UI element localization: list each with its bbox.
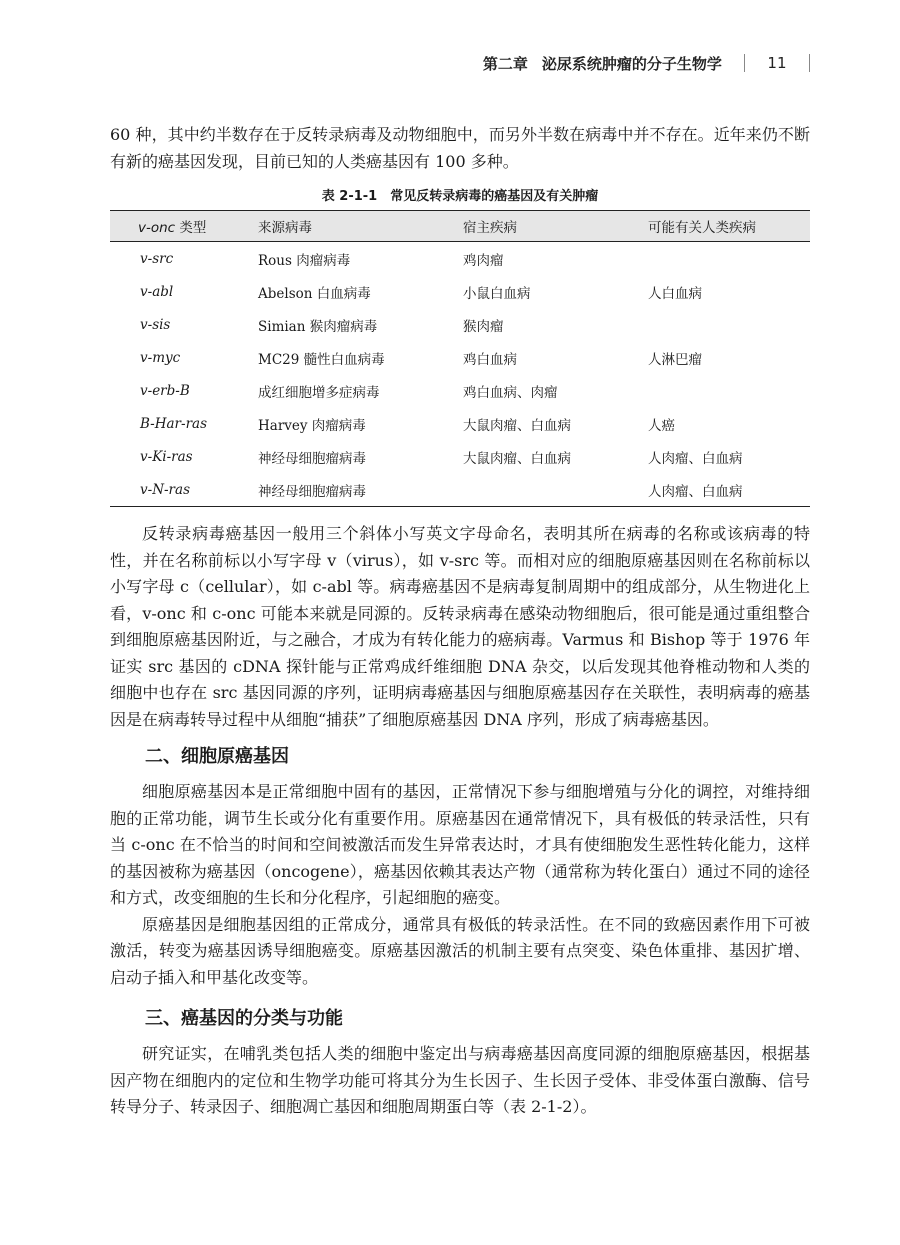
cell-vonc-type: v-Ki-ras bbox=[140, 449, 193, 465]
header-host-disease: 宿主疾病 bbox=[463, 211, 648, 242]
cell-source-virus: 神经母细胞瘤病毒 bbox=[258, 451, 366, 467]
paragraph-classification: 研究证实，在哺乳类包括人类的细胞中鉴定出与病毒癌基因高度同源的细胞原癌基因，根据基因产物在细胞内的定位和生物学功能可将其分为生长因子、生长因子受体、非受体蛋白激酶、信号转导分子、转录因子、细胞凋亡基因和细胞周期蛋白等（表 2-1-2）。 bbox=[110, 1044, 810, 1116]
page-content bbox=[110, 122, 810, 1121]
cell-vonc-type: v-src bbox=[140, 251, 174, 267]
cell-host-disease: 大鼠肉瘤、白血病 bbox=[463, 418, 571, 434]
header-divider bbox=[744, 54, 746, 72]
oncogene-table bbox=[110, 210, 810, 507]
cell-source-virus: Rous 肉瘤病毒 bbox=[258, 253, 351, 269]
table-row bbox=[110, 473, 810, 507]
cell-human-disease: 人肉瘤、白血病 bbox=[648, 473, 810, 507]
paragraph-proto-oncogene-2: 原癌基因是细胞基因组的正常成分，通常具有极低的转录活性。在不同的致癌因素作用下可被激活，转变为癌基因诱导细胞癌变。原癌基因激活的机制主要有点突变、染色体重排、基因扩增、启动子插入和甲基化改变等。 bbox=[110, 914, 810, 987]
cell-vonc-type: v-N-ras bbox=[110, 473, 258, 507]
cell-human-disease bbox=[648, 374, 810, 407]
cell-source-virus: 成红细胞增多症病毒 bbox=[258, 385, 380, 401]
cell-human-disease: 人肉瘤、白血病 bbox=[648, 451, 743, 467]
cell-vonc-type: v-sis bbox=[140, 317, 171, 333]
cell-human-disease bbox=[648, 242, 810, 276]
table-row bbox=[110, 275, 810, 308]
table-row bbox=[110, 308, 810, 341]
table-caption: 表 2-1-1 常见反转录病毒的癌基因及有关肿瘤 bbox=[321, 189, 599, 204]
cell-host-disease: 鸡肉瘤 bbox=[463, 253, 504, 269]
header-human-disease: 可能有关人类疾病 bbox=[648, 211, 810, 242]
cell-host-disease: 猴肉瘤 bbox=[463, 319, 504, 335]
table-row bbox=[110, 407, 810, 440]
cell-human-disease: 人白血病 bbox=[648, 286, 702, 302]
page-number: 11 bbox=[767, 54, 787, 72]
chapter-label: 第二章 bbox=[482, 54, 528, 73]
chapter-title: 泌尿系统肿瘤的分子生物学 bbox=[541, 54, 722, 73]
intro-paragraph: 60 种，其中约半数存在于反转录病毒及动物细胞中，而另外半数在病毒中并不存在。近年来仍不断有新的癌基因发现，目前已知的人类癌基因有 100 多种。 bbox=[110, 125, 810, 171]
cell-source-virus: 神经母细胞瘤病毒 bbox=[258, 473, 463, 507]
cell-vonc-type: B-Har-ras bbox=[140, 416, 207, 432]
header-divider-right bbox=[809, 54, 811, 72]
cell-host-disease: 鸡白血病 bbox=[463, 352, 517, 368]
cell-source-virus: Abelson 白血病毒 bbox=[258, 286, 371, 302]
cell-human-disease bbox=[648, 308, 810, 341]
cell-human-disease: 人癌 bbox=[648, 418, 675, 434]
table-row bbox=[110, 242, 810, 276]
cell-source-virus: MC29 髓性白血病毒 bbox=[258, 352, 385, 368]
paragraph-proto-oncogene-1: 细胞原癌基因本是正常细胞中固有的基因，正常情况下参与细胞增殖与分化的调控，对维持细胞的正常功能，调节生长或分化有重要作用。原癌基因在通常情况下，具有极低的转录活性，只有当 c-onc 在不恰当的时间和空间被激活而发生异常表达时，才具有使细胞发生恶性转化能力，这样的基因被称为癌基因（oncogene），癌基因依赖其表达产物（通常称为转化蛋白）通过不同的途径和方式，改变细胞的生长和分化程序，引起细胞的癌变。 bbox=[110, 782, 810, 907]
cell-source-virus: Simian 猴肉瘤病毒 bbox=[258, 319, 378, 335]
paragraph-retrovirus-naming: 反转录病毒癌基因一般用三个斜体小写英文字母命名，表明其所在病毒的名称或该病毒的特性，并在名称前标以小写字母 v（virus），如 v-src 等。而相对应的细胞原癌基因则在名称前标以小写字母 c（cellular），如 c-abl 等。病毒癌基因不是病毒复制周期中的组成部分，从生物进化上看，v-onc 和 c-onc 可能本来就是同源的。反转录病毒在感染动物细胞后，很可能是通过重组整合到细胞原癌基因附近，与之融合，才成为有转化能力的癌病毒。Varmus 和 Bishop 等于 1976 年证实 src 基因的 cDNA 探针能与正常鸡成纤维细胞 DNA 杂交，以后发现其他脊椎动物和人类的细胞中也存在 src 基因同源的序列，证明病毒癌基因与细胞原癌基因存在关联性，表明病毒的癌基因是在病毒转导过程中从细胞“捕获”了细胞原癌基因 DNA 序列，形成了病毒癌基因。 bbox=[110, 524, 810, 729]
cell-vonc-type: v-myc bbox=[140, 350, 181, 366]
cell-human-disease: 人淋巴瘤 bbox=[648, 352, 702, 368]
cell-host-disease: 小鼠白血病 bbox=[463, 286, 531, 302]
section-heading-cellular-oncogene: 二、细胞原癌基因 bbox=[145, 746, 289, 767]
running-header bbox=[380, 50, 810, 76]
table-row bbox=[110, 341, 810, 374]
cell-host-disease: 大鼠肉瘤、白血病 bbox=[463, 451, 571, 467]
header-source-virus: 来源病毒 bbox=[258, 211, 463, 242]
table-header-row bbox=[110, 211, 810, 242]
cell-vonc-type: v-abl bbox=[140, 284, 174, 300]
table-row bbox=[110, 440, 810, 473]
cell-host-disease: 鸡白血病、肉瘤 bbox=[463, 385, 558, 401]
cell-host-disease bbox=[463, 473, 648, 507]
header-vonc-type: v-onc 类型 bbox=[110, 211, 258, 242]
section-heading-classification: 三、癌基因的分类与功能 bbox=[145, 1008, 343, 1029]
cell-vonc-type: v-erb-B bbox=[140, 383, 190, 399]
cell-source-virus: Harvey 肉瘤病毒 bbox=[258, 418, 366, 434]
table-row bbox=[110, 374, 810, 407]
